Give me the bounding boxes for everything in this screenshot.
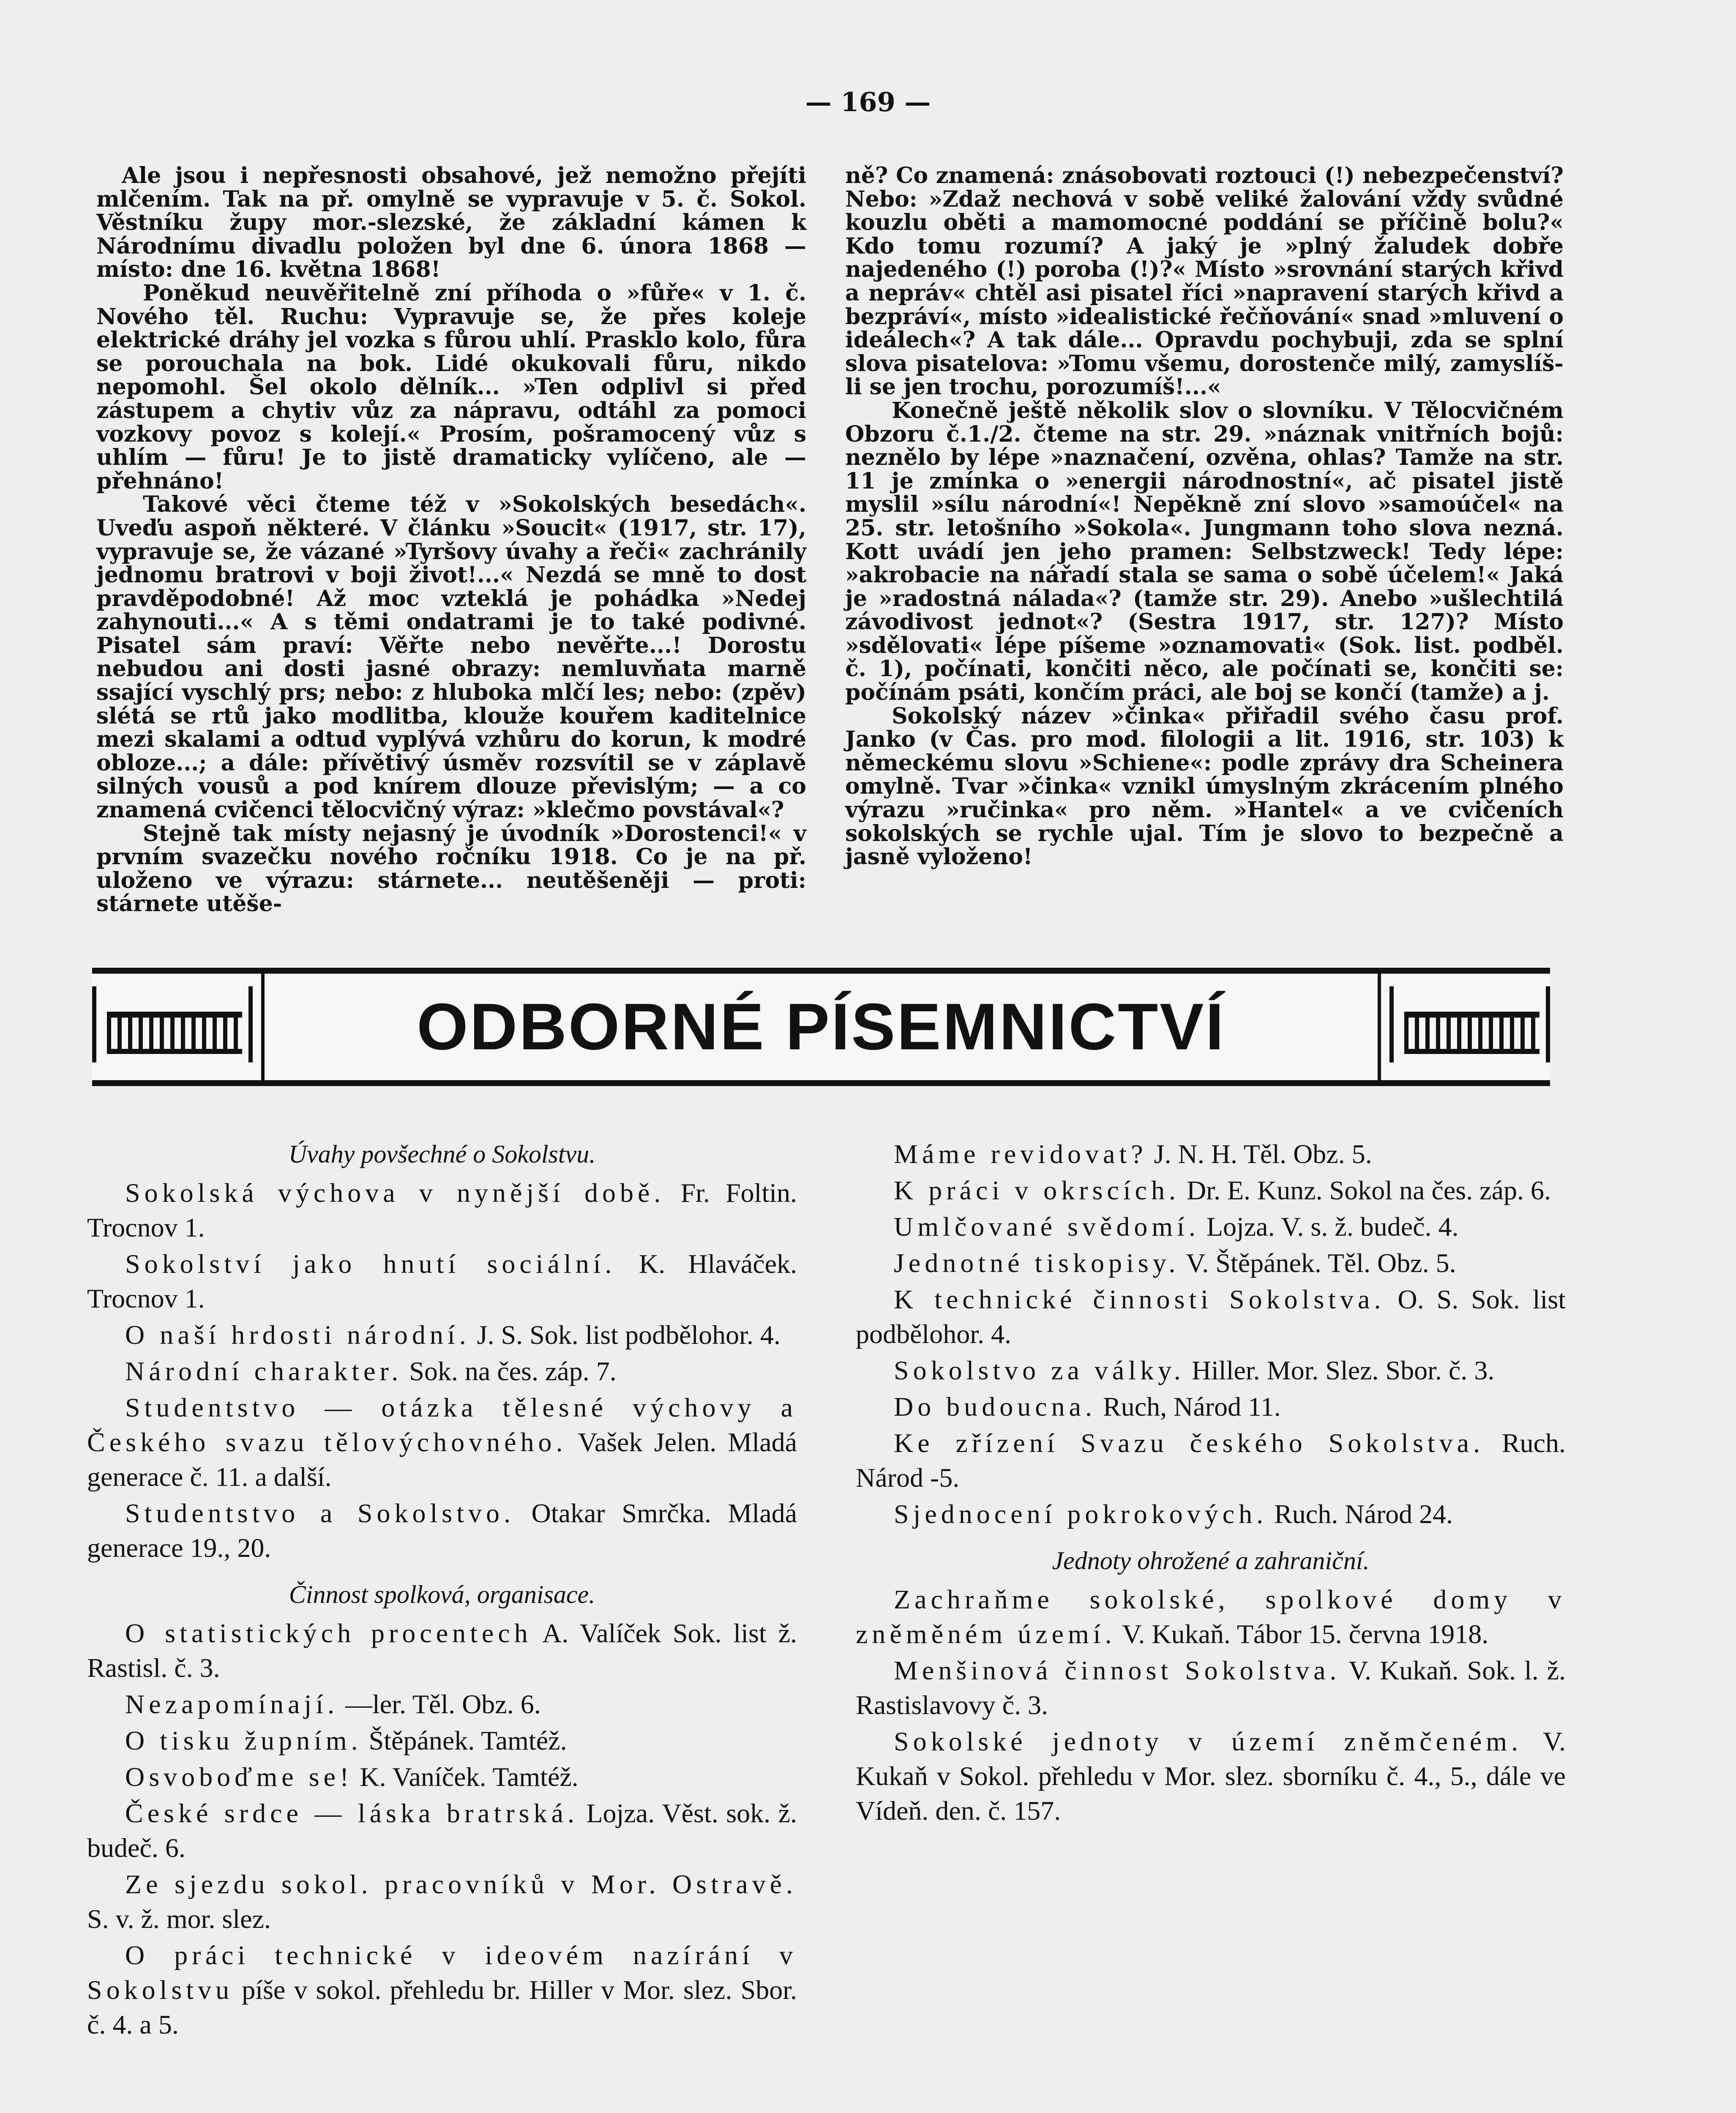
list-item [856, 1137, 1566, 1171]
paragraph: Konečně ještě několik slov o slovníku. V Tělocvičném Obzoru č.1./2. čteme na str. 29. »náznak vnitřních bojů: neznělo by lépe »naznačení, ozvěna, ohlas? Tamže na str. 11 je zmínka o »energii národnostní«, ač pisatel jistě myslil »sílu národní«! Nepěkně zní slovo »samoúčel« na 25. str. letošního »Sokola«. Jungmann toho slova nezná. Kott uvádí jen jeho pramen: Selbstzweck! Tedy lépe: »akrobacie na nářadí stala se sama o sobě účelem!« Jaká je »radostná nálada«? (tamže str. 29). Anebo »ušlechtilá závodivost jednot«? (Sestra 1917, str. 127)? Místo »sdělovati« lépe píšeme »oznamovati« (Sok. list. podběl. č. 1), počínati, končiti něco, ale počínati se, končiti se: počínám psáti, končím práci, ale boj se končí (tamže) a j. [845, 397, 1564, 706]
entry-title: Nezapomínají. [125, 1689, 338, 1719]
bibliography-left-column [87, 1137, 797, 2044]
entry-source: Lojza. V. s. ž. budeč. 4. [1199, 1212, 1459, 1242]
entry-title: O statistických procentech [125, 1618, 532, 1648]
list-item [856, 1173, 1566, 1208]
list-item [856, 1246, 1566, 1280]
paragraph: ně? Co znamená: znásobovati roztouci (!) nebezpečenství? Nebo: »Zdaž nechová v sobě veliké žalování vždy svůdné kouzlu oběti a mamomocné poddání se příčině bolu?« Kdo tomu rozumí? A jaký je »plný žaludek dobře najedeného (!) poroba (!)?« Místo »srovnání starých křivd a nepráv« chtěl asi pisatel říci »napravení starých křivd a bezpráví«, místo »idealistické řečňování« snad »mluvení o ideálech«? A tak dále... Opravdu pochybuji, zda se splní slova pisatelova: »Tomu všemu, dorostenče milý, zamyslíš-li se jen trochu, porozumíš!...« [845, 163, 1564, 400]
entry-title: Menšinová činnost Sokolstva. [894, 1655, 1341, 1685]
entry-source: Lojza. Věst. sok. ž. budeč. 6. [87, 1798, 797, 1863]
entry-title: Do budoucna. [894, 1392, 1097, 1422]
entry-source: V. Kukaň. Tábor 15. června 1918. [1116, 1619, 1489, 1649]
entry-title: Národní charakter. [125, 1356, 403, 1386]
list-item [856, 1653, 1566, 1723]
section-heading: Jednoty ohrožené a zahraniční. [1052, 1547, 1370, 1575]
page-number: — 169 — [805, 87, 931, 117]
list-item [87, 1616, 797, 1685]
list-item [87, 1176, 797, 1245]
entry-title: Zachraňme sokolské, spolkové domy v zněměném území. [856, 1584, 1566, 1649]
entry-source: Vašek Jelen. Mladá generace č. 11. a další. [87, 1427, 797, 1492]
entry-source: V. Kukaň v Sokol. přehledu v Mor. slez. sborníku č. 4., 5., dále ve Vídeň. den. č. 157. [856, 1726, 1566, 1826]
entry-source: O. S. Sok. list podbělohor. 4. [856, 1284, 1566, 1349]
entry-source: V. Štěpánek. Těl. Obz. 5. [1179, 1248, 1456, 1278]
entry-title: Sokolstvo za války. [894, 1355, 1185, 1385]
entry-title: Sokolské jednoty v území zněmčeném. [894, 1726, 1523, 1756]
paragraph: Takové věci čteme též v »Sokolských besedách«. Uveďu aspoň některé. V článku »Soucit« (1917, str. 17), vypravuje se, že vázané »Tyršovy úvahy a řeči« zachránily jednomu bratrovi v boji život!...« Nezdá se mně to dost pravděpodobné! Až moc vzteklá je pohádka »Nedej zahynouti...« A s těmi ondatrami je to také podivné. Pisatel sám praví: Věřte nebo nevěřte...! Dorostu nebudou ani dosti jasné obrazy: nemluvňata marně ssající vyschlý prs; nebo: z hluboka mlčí les; nebo: (zpěv) slétá se rtů jako modlitba, klouže kouřem kaditelnice mezi skalami a odtud vyplývá vzhůru do korun, k modré obloze...; a dále: přívětivý úsměv rozsvítil se v záplavě silných vousů a pod knírem dlouze převislým; — a co znamená cvičenci tělocvičný výraz: »klečmo povstával«? [96, 491, 806, 823]
entry-source: píše v sokol. přehledu br. Hiller v Mor. slez. Sbor. č. 4. a 5. [87, 1975, 797, 2039]
list-item [87, 1247, 797, 1316]
list-item [87, 1318, 797, 1352]
entry-title: O práci technické v ideovém nazírání v Sokolstvu [87, 1940, 797, 2005]
entry-title: Studentstvo — otázka tělesné výchovy a Českého svazu tělovýchovného. [87, 1392, 797, 1457]
entry-source: Sok. na čes. záp. 7. [402, 1356, 617, 1386]
entry-title: Ze sjezdu sokol. pracovníků v Mor. Ostravě. [125, 1869, 797, 1899]
entry-source: V. Kukaň. Sok. l. ž. Rastislavovy č. 3. [856, 1655, 1566, 1720]
entry-source: Fr. Foltin. Trocnov 1. [87, 1178, 797, 1242]
entry-title: Sjednocení pokrokových. [894, 1499, 1268, 1529]
list-item [87, 1496, 797, 1565]
entry-title: Umlčované svědomí. [894, 1212, 1200, 1242]
list-item [87, 1354, 797, 1389]
entry-title: Jednotné tiskopisy. [894, 1248, 1180, 1278]
entry-source: A. Valíček Sok. list ž. Rastisl. č. 3. [87, 1618, 797, 1683]
section-banner [92, 968, 1550, 1086]
list-item [87, 1723, 797, 1758]
entry-title: Ke zřízení Svazu českého Sokolstva. [894, 1428, 1485, 1458]
section-heading: Činnost spolková, organisace. [289, 1581, 595, 1608]
entry-title: K technické činnosti Sokolstva. [894, 1284, 1385, 1314]
entry-title: O tisku župním. [125, 1725, 362, 1755]
top-right-column [845, 164, 1564, 869]
entry-title: České srdce — láska bratrská. [125, 1798, 579, 1828]
list-item [856, 1353, 1566, 1388]
top-left-column [96, 164, 806, 916]
colonnade-ornament-icon [92, 986, 253, 1062]
entry-title: Sokolství jako hnutí sociální. [125, 1249, 616, 1279]
entry-source: K. Hlaváček. Trocnov 1. [87, 1249, 797, 1313]
list-item [856, 1282, 1566, 1351]
list-item [856, 1209, 1566, 1244]
list-item [856, 1582, 1566, 1652]
colonnade-ornament-icon [1389, 986, 1550, 1062]
paragraph: Stejně tak místy nejasný je úvodník »Dorostenci!« v prvním svazečku nového ročníku 1918. Co je na př. uloženo ve výrazu: stárnete... neutěšeněji — proti: stárnete utěše- [96, 820, 806, 917]
entry-source: S. v. ž. mor. slez. [87, 1904, 271, 1934]
list-item [856, 1724, 1566, 1828]
entry-title: Osvoboďme se! [125, 1762, 353, 1792]
list-item [87, 1938, 797, 2042]
entry-source: J. S. Sok. list podbělohor. 4. [470, 1320, 781, 1350]
list-item [87, 1760, 797, 1794]
entry-source: Dr. E. Kunz. Sokol na čes. záp. 6. [1179, 1175, 1551, 1205]
list-item [87, 1687, 797, 1722]
entry-source: Ruch. Národ -5. [856, 1428, 1566, 1493]
paragraph: Ale jsou i nepřesnosti obsahové, jež nemožno přejíti mlčením. Tak na př. omylně se vypravuje v 5. č. Sokol. Věstníku župy mor.-slezské, že základní kámen k Národnímu divadlu položen byl dne 6. února 1868 — místo: dne 16. května 1868! [96, 163, 806, 283]
entry-source: —ler. Těl. Obz. 6. [338, 1689, 541, 1719]
section-title: ODBORNÉ PÍSEMNICTVÍ [261, 974, 1381, 1080]
entry-source: J. N. H. Těl. Obz. 5. [1147, 1139, 1372, 1169]
list-item [856, 1390, 1566, 1424]
list-item [87, 1867, 797, 1936]
bibliography-right-column [856, 1137, 1566, 1830]
entry-title: O naší hrdosti národní. [125, 1320, 470, 1350]
entry-source: K. Vaníček. Tamtéž. [353, 1762, 579, 1792]
section-heading: Úvahy povšechné o Sokolstvu. [288, 1140, 596, 1168]
list-item [856, 1426, 1566, 1495]
list-item [87, 1390, 797, 1494]
entry-source: Ruch, Národ 11. [1096, 1392, 1281, 1422]
entry-title: Studentstvo a Sokolstvo. [125, 1498, 515, 1528]
list-item [87, 1796, 797, 1865]
list-item [856, 1497, 1566, 1532]
entry-source: Štěpánek. Tamtéž. [362, 1725, 567, 1755]
entry-source: Otakar Smrčka. Mladá generace 19., 20. [87, 1498, 797, 1563]
entry-source: Hiller. Mor. Slez. Sbor. č. 3. [1185, 1355, 1495, 1385]
paragraph: Sokolský název »činka« přiřadil svého času prof. Janko (v Čas. pro mod. filologii a lit. 1916, str. 103) k německému slovu »Schiene«: podle zprávy dra Scheinera omylně. Tvar »činka« vznikl úmyslným zkrácením plného výrazu »ručinka« pro něm. »Hantel« a ve cvičeních sokolských se rychle ujal. Tím je slovo to bezpečně a jasně vyloženo! [845, 703, 1564, 870]
paragraph: Poněkud neuvěřitelně zní příhoda o »fůře« v 1. č. Nového těl. Ruchu: Vypravuje se, že přes koleje elektrické dráhy jel vozka s fůrou uhlí. Prasklo kolo, fůra se porouchala na bok. Lidé okukovali fůru, nikdo nepomohl. Šel okolo dělník... »Ten odplivl si před zástupem a chytiv vůz za nápravu, odtáhl za pomoci vozkovy povoz s kolejí.« Prosím, pošramocený vůz s uhlím — fůru! Je to jistě dramaticky vylíčeno, ale — přehnáno! [96, 280, 806, 494]
entry-title: Máme revidovat? [894, 1139, 1147, 1169]
entry-title: K práci v okrscích. [894, 1175, 1180, 1205]
entry-title: Sokolská výchova v nynější době. [125, 1178, 665, 1208]
entry-source: Ruch. Národ 24. [1267, 1499, 1453, 1529]
